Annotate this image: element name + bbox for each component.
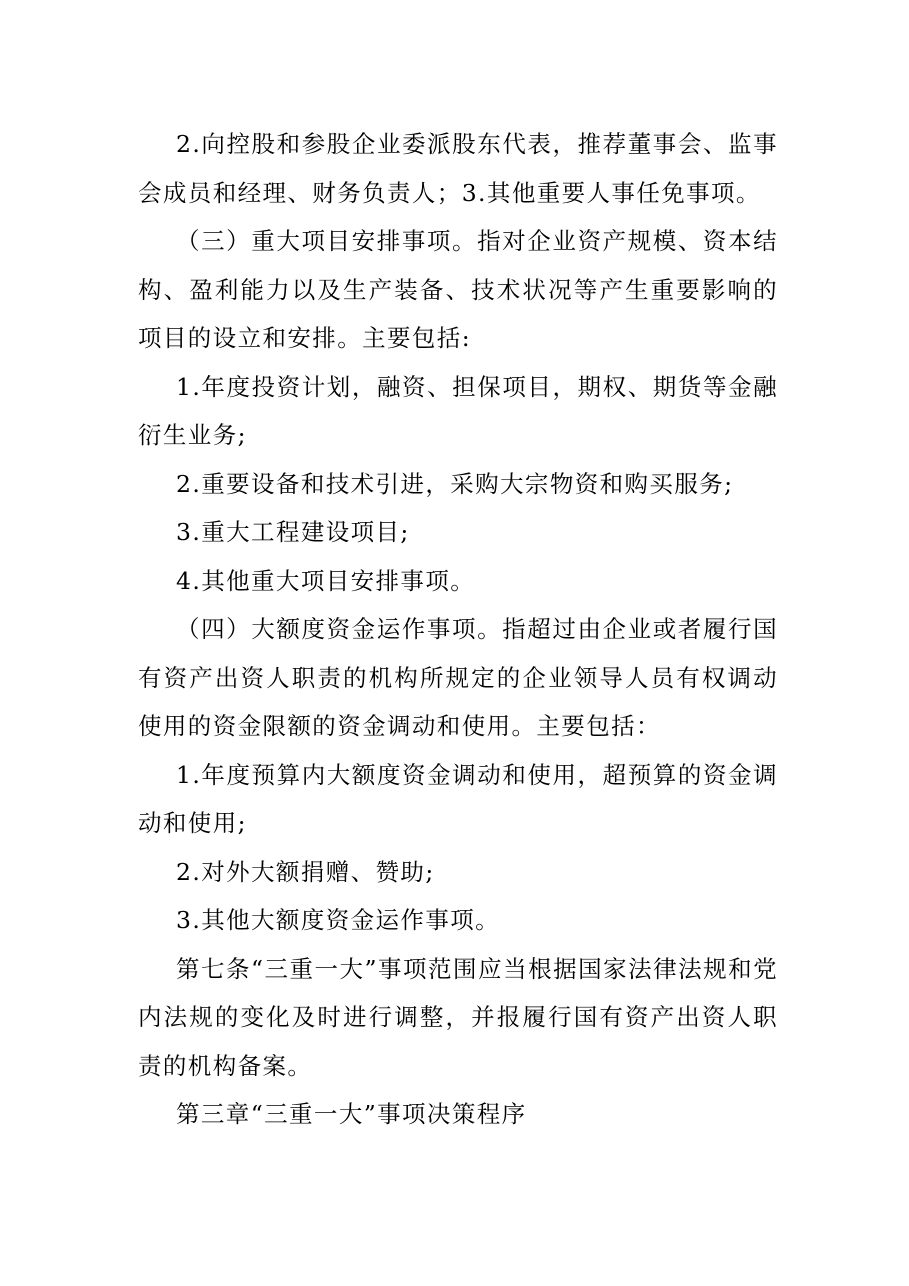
paragraph-funds-item-2: 2.对外大额捐赠、赞助;: [176, 857, 435, 886]
paragraph-projects-item-2: 2.重要设备和技术引进，采购大宗物资和购买服务;: [176, 469, 734, 498]
paragraph-personnel-item-2: 2.向控股和参股企业委派股东代表，推荐董事会、监事会成员和经理、财务负责人；3.其他重要人事任免事项。: [138, 130, 778, 207]
paragraph-funds-item-3: 3.其他大额度资金运作事项。: [176, 906, 501, 934]
paragraph-projects-item-3: 3.重大工程建设项目;: [176, 518, 410, 546]
paragraph-projects-item-4: 4.其他重大项目安排事项。: [176, 566, 476, 595]
paragraph-major-projects-heading: （三）重大项目安排事项。指对企业资产规模、资本结构、盈利能力以及生产装备、技术状况等产生重要影响的项目的设立和安排。主要包括:: [138, 227, 778, 352]
paragraph-funds-item-1: 1.年度预算内大额度资金调动和使用，超预算的资金调动和使用;: [138, 760, 778, 837]
paragraph-large-funds-heading: （四）大额度资金运作事项。指超过由企业或者履行国有资产出资人职责的机构所规定的企业领导人员有权调动使用的资金限额的资金调动和使用。主要包括：: [138, 615, 778, 740]
paragraph-projects-item-1: 1.年度投资计划，融资、担保项目，期权、期货等金融衍生业务;: [138, 372, 778, 449]
chapter-3-title: 第三章“三重一大”事项决策程序: [176, 1100, 527, 1128]
document-body: [138, 120, 778, 1139]
paragraph-article-7: 第七条“三重一大”事项范围应当根据国家法律法规和党内法规的变化及时进行调整，并报履行国有资产出资人职责的机构备案。: [138, 954, 778, 1080]
